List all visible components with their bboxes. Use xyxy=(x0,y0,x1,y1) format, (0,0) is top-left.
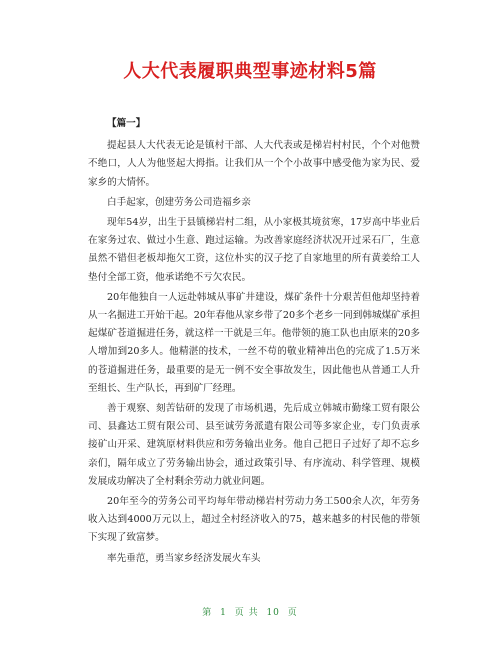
document-title: 人大代表履职典型事迹材料5篇 xyxy=(123,61,377,82)
paragraph: 善于观察、刻苦钻研的发现了市场机遇，先后成立韩城市勤缘工贸有限公司、县鑫达工贸有限公司、县至诚劳务派遣有限公司等多家企业，专门负责承接矿山开采、建筑原材料供应和劳务输出业务。他自己把日子过好了却不忘乡亲们，隔年成立了劳务输出协会，通过政策引导、有序流动、科学管理、规模发展成功解决了全村剩余劳动力就业问题。 xyxy=(88,403,420,487)
paragraph: 20年他独自一人远赴韩城从事矿井建设，煤矿条件十分艰苦但他却坚持着从一名掘进工开始干起。20年春他从家乡带了20多个老乡一同到韩城煤矿承担起煤矿苍道掘进任务，就这样一干就是三年。他带领的施工队也由原来的20多人增加到20多人。他精湛的技术，一丝不苟的敬业精神出色的完成了1.5万米的苍道掘进任务，最重要的是无一例不安全事故发生，因此他也从普通工人升至组长、生产队长，再到矿厂经理。 xyxy=(88,291,420,394)
page-footer xyxy=(0,605,500,618)
page-total: 10 xyxy=(266,608,280,618)
document-body xyxy=(88,115,420,570)
page-prefix: 第 xyxy=(202,608,213,618)
page-suffix: 页 xyxy=(287,608,298,618)
section-label: 【篇一】 xyxy=(107,118,146,129)
paragraph: 现年54岁，出生于县镇梯岩村二组，从小家极其境贫寒，17岁高中毕业后在家务过农、做过小生意、跑过运输。为改善家庭经济状况开过采石厂，生意虽然不错但老板却拖欠工资，这位朴实的汉子挖了自家地里的所有黄姜给工人垫付全部工资，他承诺绝不亏欠农民。 xyxy=(88,217,420,283)
paragraph: 20年至今的劳务公司平均每年带动梯岩村劳动力务工500余人次，年劳务收入达到4000万元以上，超过全村经济收入的75，越来越多的村民他的带领下实现了致富梦。 xyxy=(88,496,420,544)
paragraph: 提起县人大代表无论是镇村干部、人大代表或是梯岩村村民，个个对他赞不绝口，人人为他竖起大拇指。让我们从一个个小故事中感受他为家为民、爱家乡的大情怀。 xyxy=(88,140,420,188)
page-mid: 页 共 xyxy=(234,608,259,618)
subheading: 白手起家，创建劳务公司造福乡亲 xyxy=(107,196,251,208)
page-number: 1 xyxy=(220,608,227,618)
subheading: 率先垂范，勇当家乡经济发展火车头 xyxy=(107,552,261,564)
